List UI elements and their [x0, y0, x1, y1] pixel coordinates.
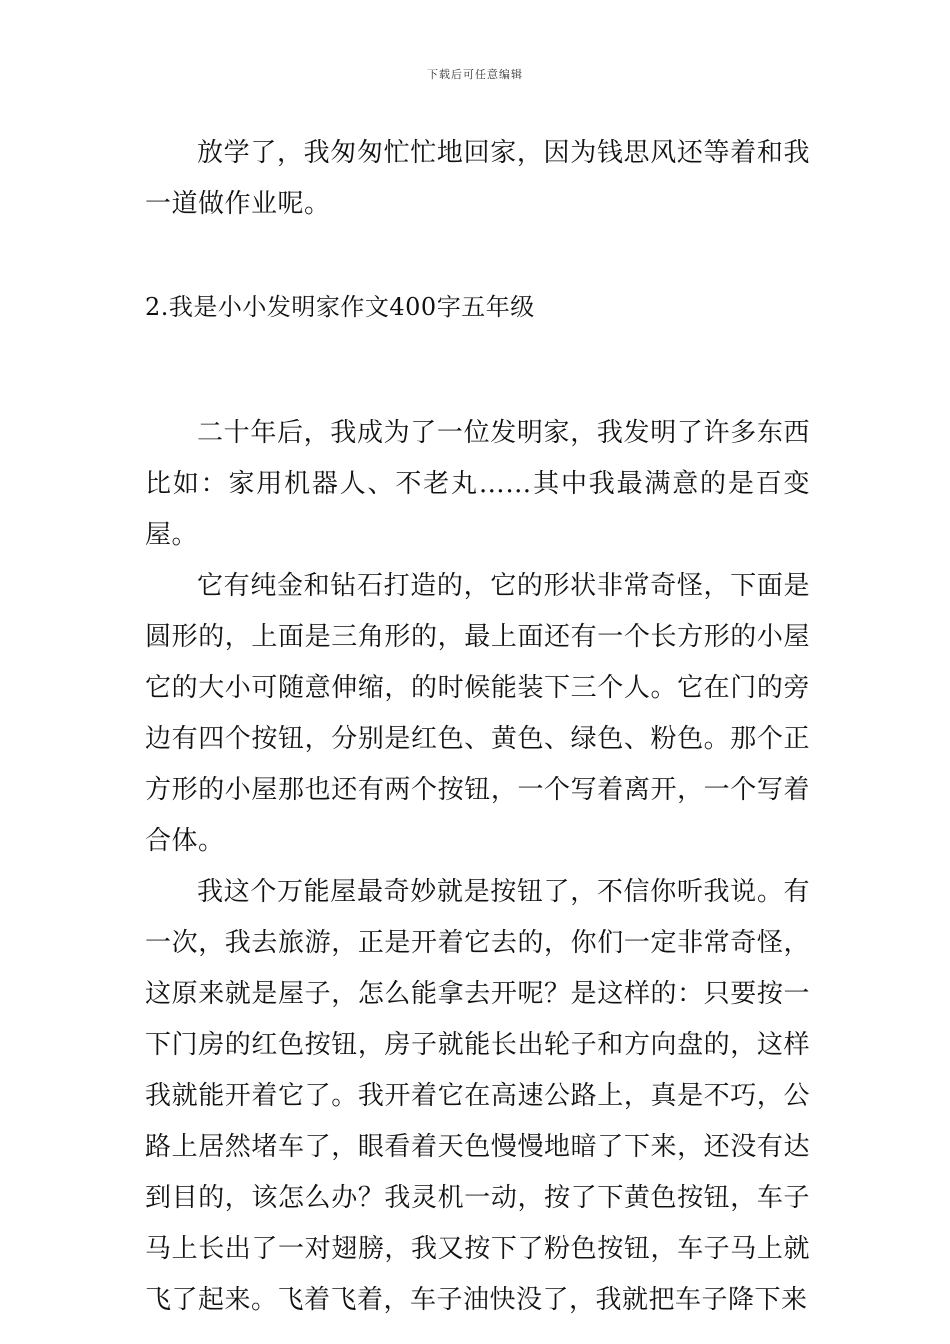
- page-header-note: 下载后可任意编辑: [427, 68, 523, 81]
- spacer: [145, 333, 810, 408]
- section-heading: 2.我是小小发明家作文400字五年级: [145, 293, 535, 321]
- intro-paragraph: 放学了，我匆匆忙忙地回家，因为钱思风还等着和我一道做作业呢。: [145, 138, 810, 219]
- body-paragraph: 我这个万能屋最奇妙就是按钮了，不信你听我说。有一次，我去旅游，正是开着它去的，你们一定非常奇怪，这原来就是屋子，怎么能拿去开呢？是这样的：只要按一下门房的红色按钮，房子就能长出轮子和方向盘的，这样我就能开着它了。我开着它在高速公路上，真是不巧，公路上居然堵车了，眼看着天色慢慢地暗了下来，还没有达到目的，该怎么办？我灵机一动，按了下黄色按钮，车子马上长出了一对翅膀，我又按下了粉色按钮，车子马上就飞了起来。飞着飞着，车子油快没了，我就把车子降下来: [145, 877, 810, 1315]
- spacer: [145, 230, 810, 282]
- document-body: [145, 128, 810, 1326]
- body-paragraph: 它有纯金和钻石打造的，它的形状非常奇怪，下面是圆形的，上面是三角形的，最上面还有一个长方形的小屋它的大小可随意伸缩，的时候能装下三个人。它在门的旁边有四个按钮，分别是红色、黄色、绿色、粉色。那个正方形的小屋那也还有两个按钮，一个写着离开，一个写着合体。: [145, 571, 810, 856]
- body-paragraph: 二十年后，我成为了一位发明家，我发明了许多东西比如：家用机器人、不老丸……其中我最满意的是百变屋。: [145, 418, 810, 550]
